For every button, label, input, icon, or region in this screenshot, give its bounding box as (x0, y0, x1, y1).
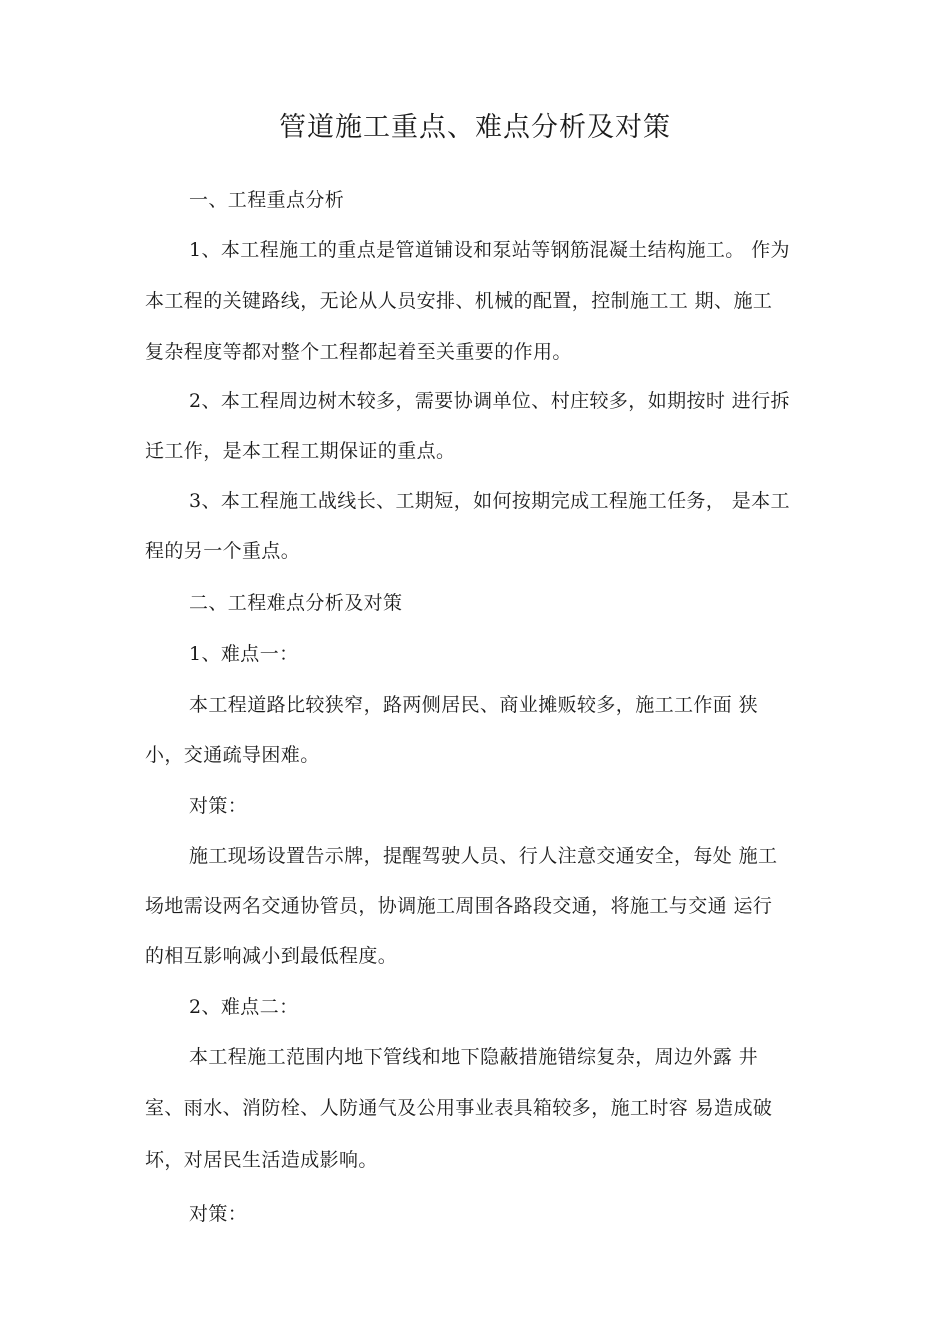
paragraph-line: 程的另一个重点。 (145, 540, 301, 562)
paragraph-line: 迁工作，是本工程工期保证的重点。 (145, 440, 456, 462)
paragraph-line: 室、雨水、消防栓、人防通气及公用事业表具箱较多，施工时容 易造成破 (145, 1097, 773, 1119)
document-title: 管道施工重点、难点分析及对策 (279, 112, 671, 143)
subheading-countermeasure: 对策： (189, 1203, 248, 1225)
subheading-difficulty-two: 2、难点二： (189, 996, 299, 1018)
paragraph-line: 小，交通疏导困难。 (145, 744, 320, 766)
paragraph-line: 3、本工程施工战线长、工期短，如何按期完成工程施工任务， 是本工 (189, 490, 790, 512)
subheading-countermeasure: 对策： (189, 795, 248, 817)
paragraph-line: 2、本工程周边树木较多，需要协调单位、村庄较多，如期按时 进行拆 (189, 390, 790, 412)
paragraph-line: 施工现场设置告示牌，提醒驾驶人员、行人注意交通安全，每处 施工 (189, 845, 778, 867)
paragraph-line: 本工程的关键路线，无论从人员安排、机械的配置，控制施工工 期、施工 (145, 290, 773, 312)
subheading-difficulty-one: 1、难点一： (189, 643, 299, 665)
section-heading-key-points: 一、工程重点分析 (189, 189, 345, 211)
paragraph-line: 复杂程度等都对整个工程都起着至关重要的作用。 (145, 341, 572, 363)
paragraph-line: 的相互影响减小到最低程度。 (145, 945, 398, 967)
paragraph-line: 本工程道路比较狭窄，路两侧居民、商业摊贩较多，施工工作面 狭 (189, 694, 759, 716)
paragraph-line: 1、本工程施工的重点是管道铺设和泵站等钢筋混凝土结构施工。 作为 (189, 239, 790, 261)
paragraph-line: 本工程施工范围内地下管线和地下隐蔽措施错综复杂，周边外露 井 (189, 1046, 759, 1068)
paragraph-line: 场地需设两名交通协管员，协调施工周围各路段交通，将施工与交通 运行 (145, 895, 773, 917)
paragraph-line: 坏，对居民生活造成影响。 (145, 1149, 378, 1171)
section-heading-difficulties: 二、工程难点分析及对策 (189, 592, 403, 614)
